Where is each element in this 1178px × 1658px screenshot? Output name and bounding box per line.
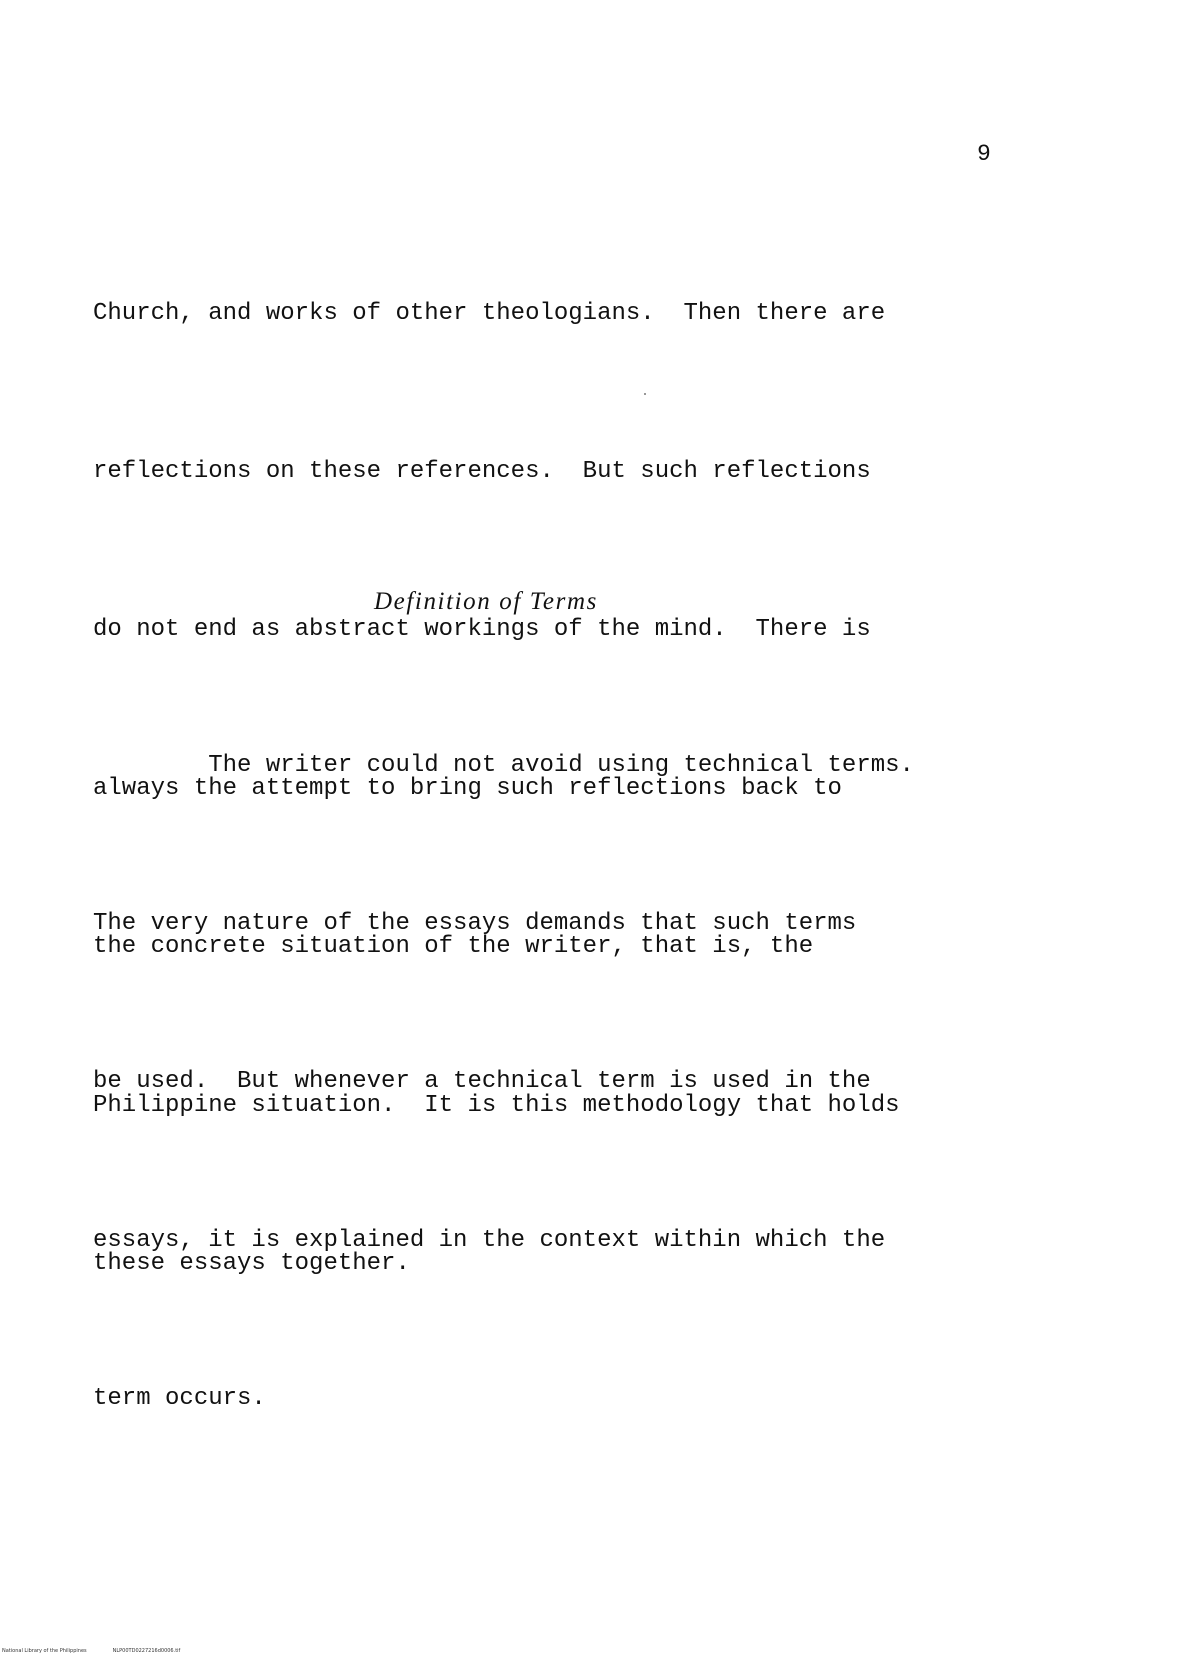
- scan-speck: [644, 393, 646, 395]
- text-line: term occurs.: [93, 1385, 266, 1413]
- text-line: do not end as abstract workings of the mind. There is: [93, 616, 871, 644]
- text-line: reflections on these references. But such reflections: [93, 457, 871, 485]
- text-line: these essays together.: [93, 1249, 410, 1277]
- text-line: Philippine situation. It is this methodology that holds: [93, 1091, 900, 1119]
- paragraph-definition: [93, 634, 914, 1532]
- text-line: The very nature of the essays demands that such terms: [93, 909, 857, 937]
- footer-filename: NLP00TD0227216d0006.tif: [112, 1648, 181, 1654]
- text-line: always the attempt to bring such reflections back to: [93, 774, 842, 802]
- text-line: The writer could not avoid using technical terms.: [93, 751, 914, 779]
- scan-footer: [2, 1648, 180, 1655]
- page-number: 9: [977, 141, 991, 167]
- text-line: the concrete situation of the writer, that is, the: [93, 933, 814, 961]
- text-line: Church, and works of other theologians. Then there are: [93, 299, 886, 327]
- footer-library: National Library of the Philippines: [2, 1648, 87, 1654]
- text-line: be used. But whenever a technical term is used in the: [93, 1068, 871, 1096]
- section-heading: Definition of Terms: [374, 588, 598, 615]
- text-line: essays, it is explained in the context within which the: [93, 1226, 886, 1254]
